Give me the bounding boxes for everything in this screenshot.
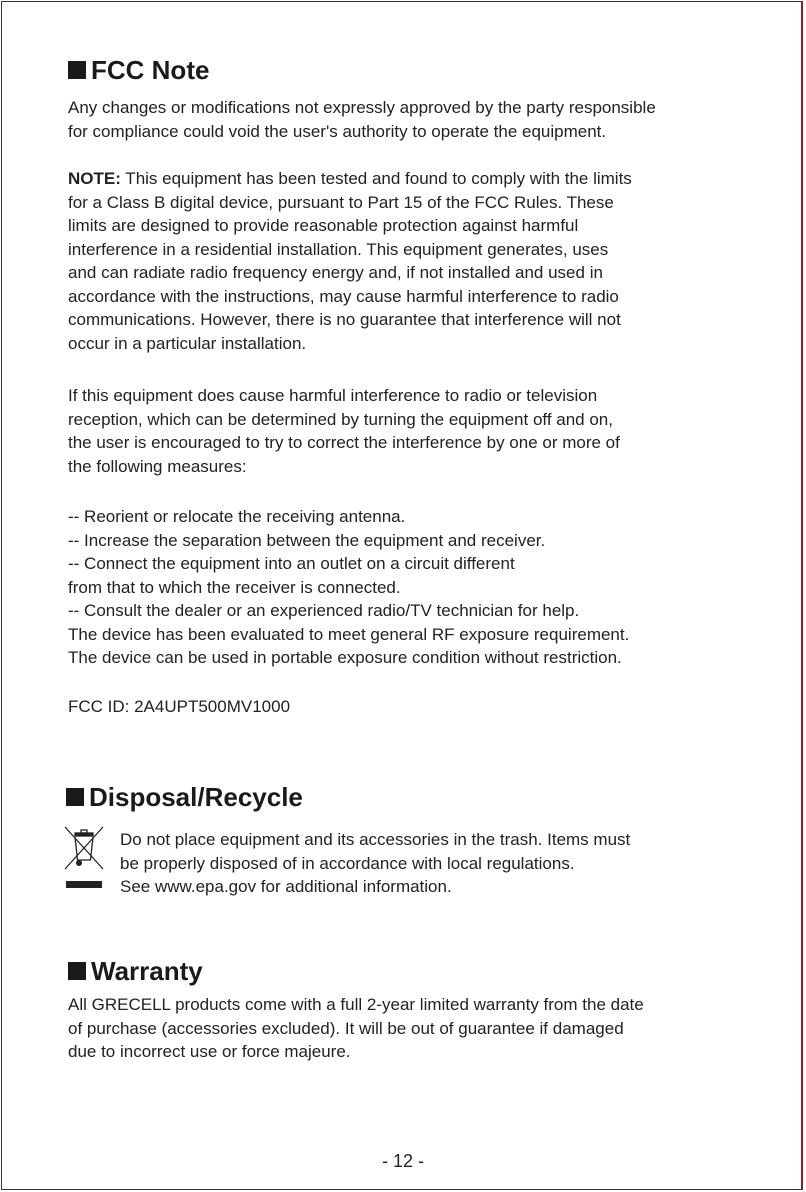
text-line: due to incorrect use or force majeure. (68, 1042, 351, 1061)
text-line: All GRECELL products come with a full 2-year limited warranty from the date (68, 995, 644, 1014)
note-label: NOTE: (68, 169, 121, 188)
text-line: and can radiate radio frequency energy and, if not installed and used in (68, 263, 603, 282)
text-line: for compliance could void the user's authority to operate the equipment. (68, 121, 607, 141)
text-line: limits are designed to provide reasonable protection against harmful (68, 216, 579, 235)
text-line: the user is encouraged to try to correct the interference by one or more of (68, 433, 620, 452)
text-line: communications. However, there is no guarantee that interference will not (68, 310, 621, 329)
text-line: reception, which can be determined by turning the equipment off and on, (68, 409, 613, 429)
list-item: -- Connect the equipment into an outlet on a circuit different (68, 554, 515, 573)
fcc-intro-paragraph (68, 96, 748, 143)
text-line: occur in a particular installation. (68, 333, 307, 353)
text-line: of purchase (accessories excluded). It will be out of guarantee if damaged (68, 1018, 624, 1038)
warranty-heading (68, 958, 203, 984)
fcc-id (68, 695, 748, 719)
page-number: - 12 - (381, 1151, 424, 1171)
text-line (68, 167, 748, 191)
text-line: Any changes or modifications not expressly approved by the party responsible (68, 98, 656, 117)
list-item: -- Increase the separation between the equipment and receiver. (68, 530, 546, 550)
fcc-id-text: FCC ID: 2A4UPT500MV1000 (68, 697, 291, 716)
heading-bullet-square (66, 788, 84, 806)
list-item: from that to which the receiver is connected. (68, 577, 401, 597)
text-line: Do not place equipment and its accessories in the trash. Items must (120, 830, 631, 849)
warranty-paragraph (68, 993, 748, 1064)
disposal-paragraph (120, 828, 740, 899)
fcc-note-paragraph (68, 167, 748, 355)
disposal-title: Disposal/Recycle (89, 782, 303, 812)
heading-bullet-square (68, 962, 86, 980)
list-item: -- Consult the dealer or an experienced radio/TV technician for help. (68, 601, 580, 620)
list-item: -- Reorient or relocate the receiving antenna. (68, 507, 406, 526)
crossed-out-wheelie-bin-icon (62, 825, 106, 893)
text-line: for a Class B digital device, pursuant to Part 15 of the FCC Rules. These (68, 192, 614, 212)
list-item: The device has been evaluated to meet general RF exposure requirement. (68, 624, 630, 644)
text-line: interference in a residential installation. This equipment generates, uses (68, 239, 609, 259)
disposal-heading (66, 784, 303, 810)
text-line: See www.epa.gov for additional information. (120, 877, 452, 896)
text-line: be properly disposed of in accordance with local regulations. (120, 853, 575, 873)
text-line: If this equipment does cause harmful interference to radio or television (68, 386, 598, 405)
list-item: The device can be used in portable exposure condition without restriction. (68, 648, 622, 667)
text-line: the following measures: (68, 456, 247, 476)
text-line: accordance with the instructions, may cause harmful interference to radio (68, 286, 619, 306)
warranty-title: Warranty (91, 956, 203, 986)
fcc-measures-list (68, 505, 748, 670)
fcc-note-title: FCC Note (91, 55, 210, 85)
note-first-line: This equipment has been tested and found to comply with the limits (120, 169, 632, 188)
heading-bullet-square (68, 61, 86, 79)
fcc-note-heading (68, 57, 209, 83)
fcc-measures-intro (68, 384, 748, 478)
